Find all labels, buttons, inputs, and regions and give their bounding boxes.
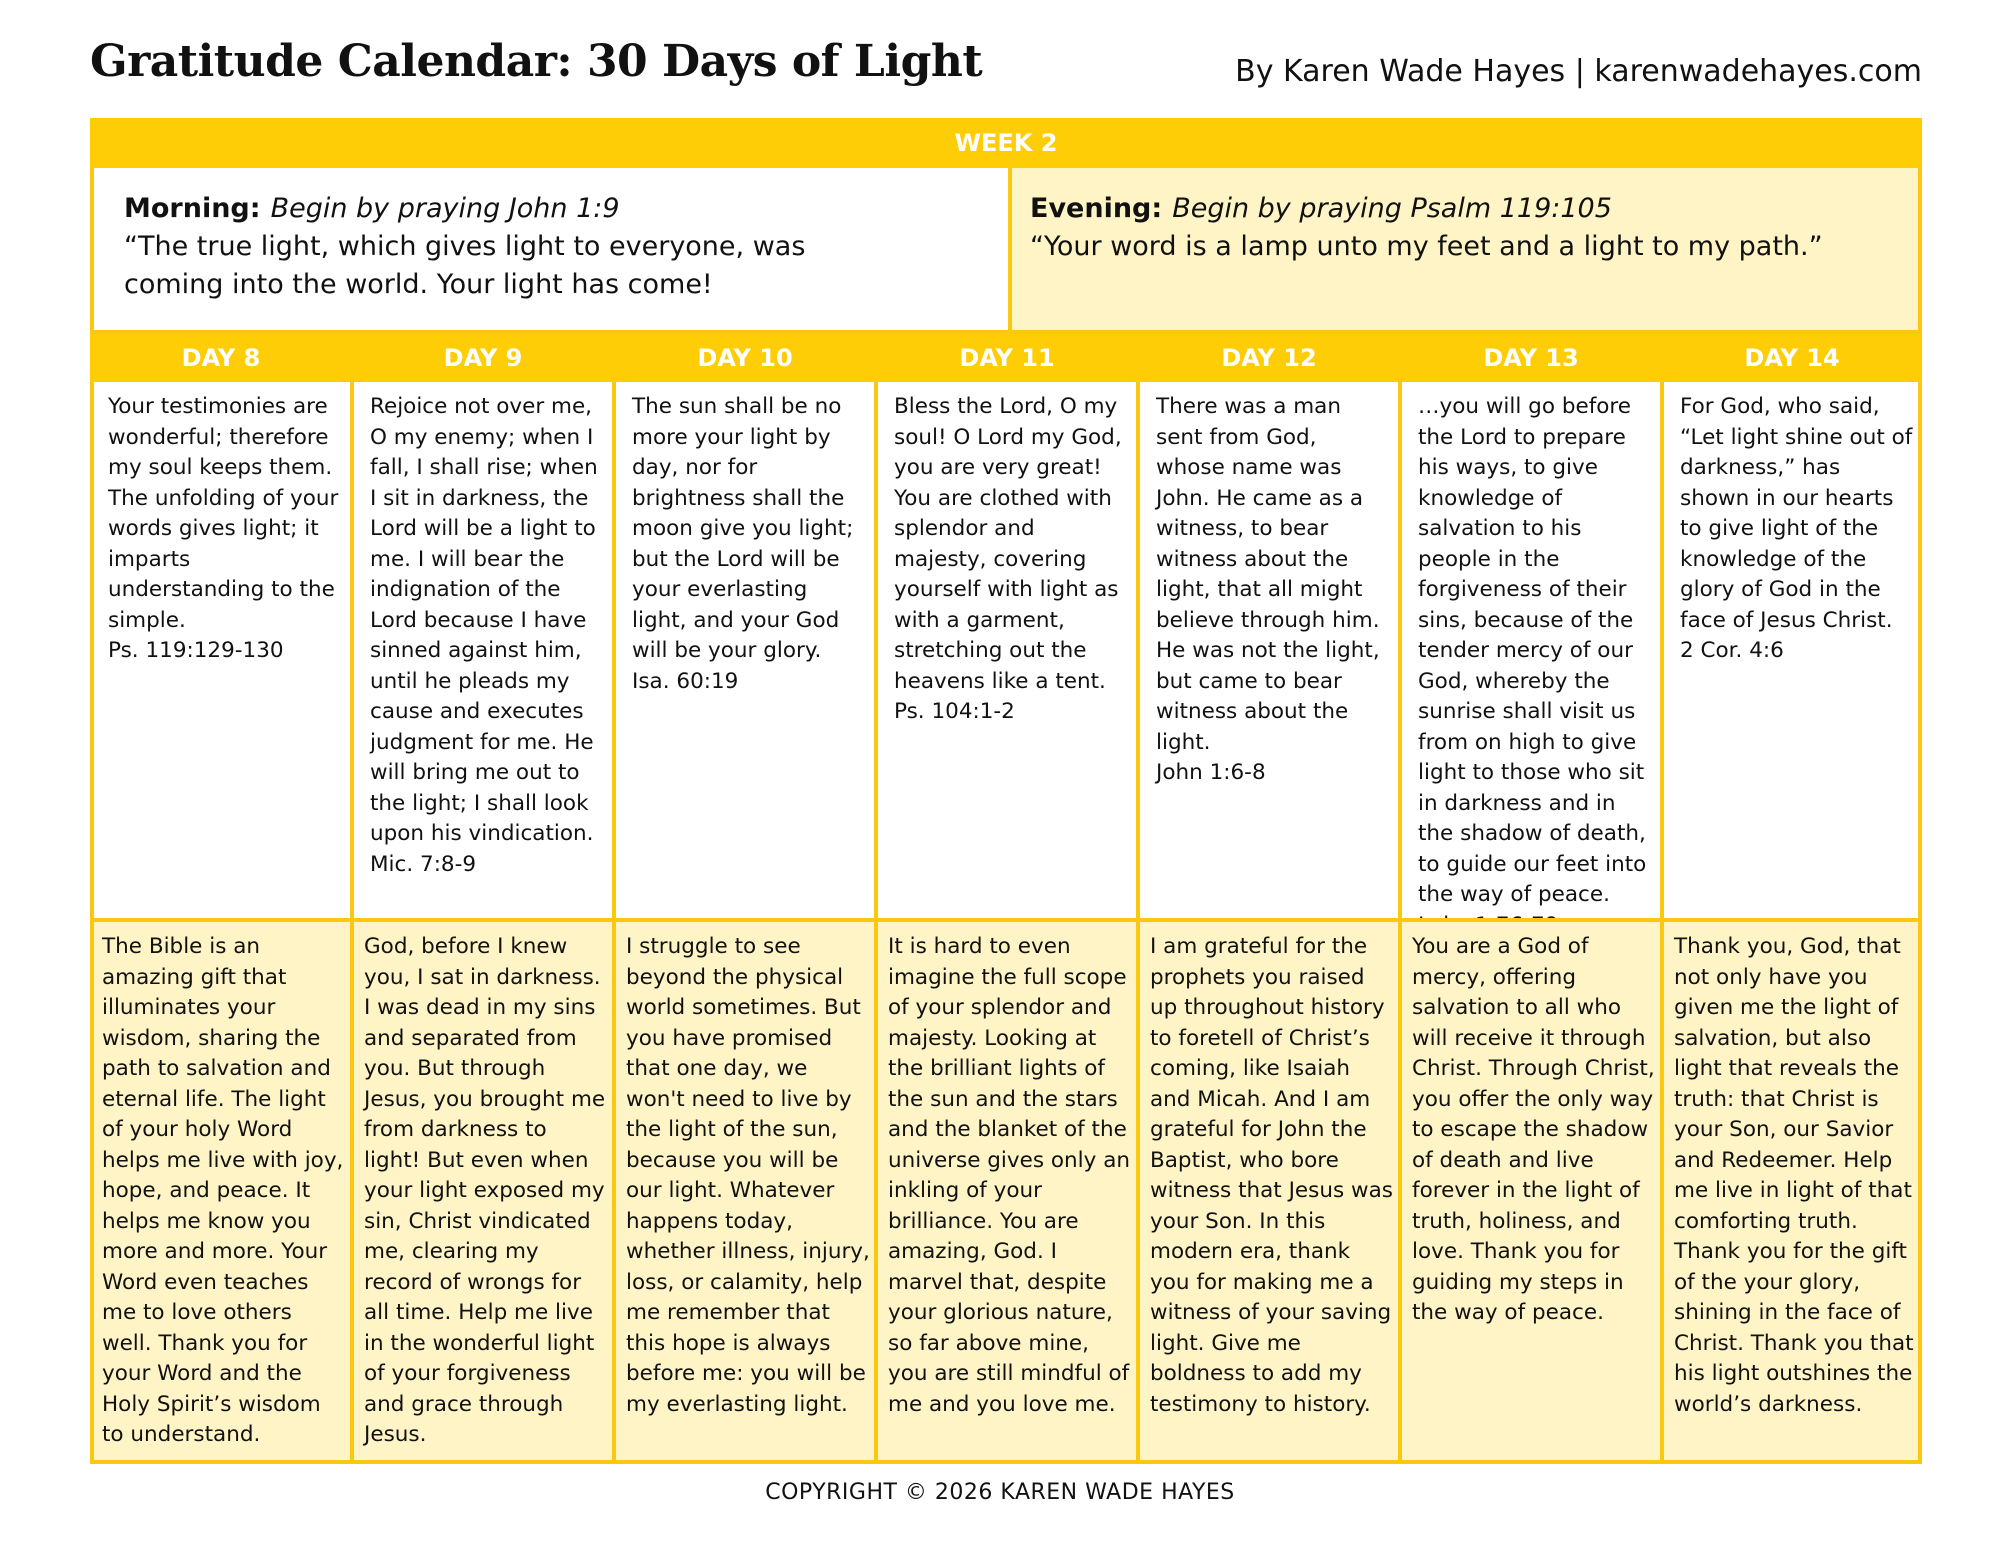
- day-14-verse: [1680, 392, 1914, 667]
- day-13-label: DAY 13: [1483, 344, 1579, 372]
- column-divider: [1136, 922, 1140, 1460]
- column-divider: [874, 922, 878, 1460]
- day-11-label: DAY 11: [959, 344, 1055, 372]
- evening-label: Evening:: [1030, 193, 1163, 224]
- page-title: Gratitude Calendar: 30 Days of Light: [90, 36, 983, 87]
- day-9-verse: [370, 392, 606, 880]
- day-11-verse-text: Bless the Lord, O my soul! O Lord my God, you are very great! You are clothed with splendor and majesty, covering yourself with light as with a garment, stretching out the heavens like a tent.: [894, 394, 1122, 694]
- day-9-citation: Mic. 7:8-9: [370, 851, 477, 877]
- day-11-verse: [894, 392, 1130, 728]
- column-divider: [350, 922, 354, 1460]
- day-12-verse: [1156, 392, 1392, 789]
- day-10-prayer: I struggle to see beyond the physical world sometimes. But you have promised that one day, we won't need to live by the light of the sun, because you will be our light. Whatever happens today, whether illness, injury, loss, or calamity, help me remember that this hope is always before me: you will be my everlasting light.: [626, 934, 870, 1417]
- morning-reference: Begin by praying John 1:9: [270, 193, 620, 224]
- day-8-verse-text: Your testimonies are wonderful; therefore my soul keeps them. The unfolding of your words gives light; it imparts understanding to the simple.: [108, 394, 339, 633]
- day-10-verse: [632, 392, 868, 697]
- evening-reference: Begin by praying Psalm 119:105: [1172, 193, 1612, 224]
- morning-label: Morning:: [124, 193, 261, 224]
- day-12-prayer: I am grateful for the prophets you raised up throughout history to foretell of Christ’s coming, like Isaiah and Micah. And I am grateful for John the Baptist, who bore witness that Jesus was your Son. In this modern era, thank you for making me a witness of your saving light. Give me boldness to add my testimony to history.: [1150, 934, 1393, 1417]
- author-byline: By Karen Wade Hayes | karenwadehayes.com: [1235, 54, 1922, 89]
- column-divider: [612, 382, 616, 918]
- evening-text: “Your word is a lamp unto my feet and a light to my path.”: [1030, 231, 1823, 262]
- column-divider: [350, 382, 354, 918]
- day-13-verse: [1418, 392, 1654, 941]
- week-header: [90, 118, 1922, 168]
- evening-prayer-box: [1008, 168, 1922, 334]
- column-divider: [1398, 382, 1402, 918]
- day-14-verse-text: For God, who said, “Let light shine out of darkness,” has shown in our hearts to give light of the knowledge of the glory of God in the face of Jesus Christ.: [1680, 394, 1913, 633]
- copyright-footer: COPYRIGHT © 2026 KAREN WADE HAYES: [765, 1480, 1235, 1505]
- column-divider: [874, 382, 878, 918]
- prayer-row: [90, 918, 1922, 1464]
- day-9-label: DAY 9: [443, 344, 523, 372]
- day-10-citation: Isa. 60:19: [632, 668, 739, 694]
- morning-text: “The true light, which gives light to everyone, was coming into the world. Your light has come!: [124, 231, 806, 300]
- evening-heading: [1030, 190, 1888, 228]
- column-divider: [612, 922, 616, 1460]
- day-11-prayer: It is hard to even imagine the full scope of your splendor and majesty. Looking at the brilliant lights of the sun and the stars and the blanket of the universe gives only an inkling of your brilliance. You are amazing, God. I marvel that, despite your glorious nature, so far above mine, you are still mindful of me and you love me.: [888, 934, 1131, 1417]
- day-13-prayer: You are a God of mercy, offering salvation to all who will receive it through Christ. Through Christ, you offer the only way to escape the shadow of death and live forever in the light of truth, holiness, and love. Thank you for guiding my steps in the way of peace.: [1412, 934, 1655, 1325]
- day-14-label: DAY 14: [1744, 344, 1840, 372]
- column-divider: [1660, 382, 1664, 918]
- day-9-prayer: God, before I knew you, I sat in darkness. I was dead in my sins and separated from you. But through Jesus, you brought me from darkness to light! But even when your light exposed my sin, Christ vindicated me, clearing my record of wrongs for all time. Help me live in the wonderful light of your forgiveness and grace through Jesus.: [364, 934, 606, 1447]
- column-divider: [1136, 382, 1140, 918]
- morning-heading: [124, 190, 978, 228]
- day-9-verse-text: Rejoice not over me, O my enemy; when I fall, I shall rise; when I sit in darkness, the Lord will be a light to me. I will bear the indignation of the Lord because I have sinned against him, until he pleads my cause and executes judgment for me. He will bring me out to the light; I shall look upon his vindication.: [370, 394, 598, 846]
- day-12-verse-text: There was a man sent from God, whose name was John. He came as a witness, to bear witness about the light, that all might believe through him. He was not the light, but came to bear witness about the light.: [1156, 394, 1380, 755]
- column-divider: [1660, 922, 1664, 1460]
- day-10-verse-text: The sun shall be no more your light by day, nor for brightness shall the moon give you light; but the Lord will be your everlasting light, and your God will be your glory.: [632, 394, 854, 663]
- day-14-citation: 2 Cor. 4:6: [1680, 638, 1784, 663]
- day-12-label: DAY 12: [1221, 344, 1317, 372]
- day-8-label: DAY 8: [181, 344, 261, 372]
- day-13-verse-text: …you will go before the Lord to prepare his ways, to give knowledge of salvation to his people in the forgiveness of their sins, because of the tender mercy of our God, whereby the sunrise shall visit us from on high to give light to those who sit in darkness and in the shadow of death, to guide our feet into the way of peace.: [1418, 394, 1647, 907]
- day-14-prayer: Thank you, God, that not only have you given me the light of salvation, but also light that reveals the truth: that Christ is your Son, our Savior and Redeemer. Help me live in light of that comforting truth. Thank you for the gift of the your glory, shining in the face of Christ. Thank you that his light outshines the world’s darkness.: [1674, 934, 1914, 1417]
- day-header-row: [90, 334, 1922, 382]
- week-label: WEEK 2: [954, 129, 1058, 157]
- day-12-citation: John 1:6-8: [1156, 760, 1266, 785]
- day-8-citation: Ps. 119:129-130: [108, 638, 284, 663]
- day-8-verse: [108, 392, 344, 667]
- column-divider: [1398, 922, 1402, 1460]
- day-8-prayer: The Bible is an amazing gift that illuminates your wisdom, sharing the path to salvation and eternal life. The light of your holy Word helps me live with joy, hope, and peace. It helps me know you more and more. Your Word even teaches me to love others well. Thank you for your Word and the Holy Spirit’s wisdom to understand.: [102, 934, 344, 1447]
- verse-row: [90, 382, 1922, 918]
- day-10-label: DAY 10: [697, 344, 793, 372]
- morning-prayer-box: [90, 168, 1012, 334]
- day-11-citation: Ps. 104:1-2: [894, 699, 1015, 724]
